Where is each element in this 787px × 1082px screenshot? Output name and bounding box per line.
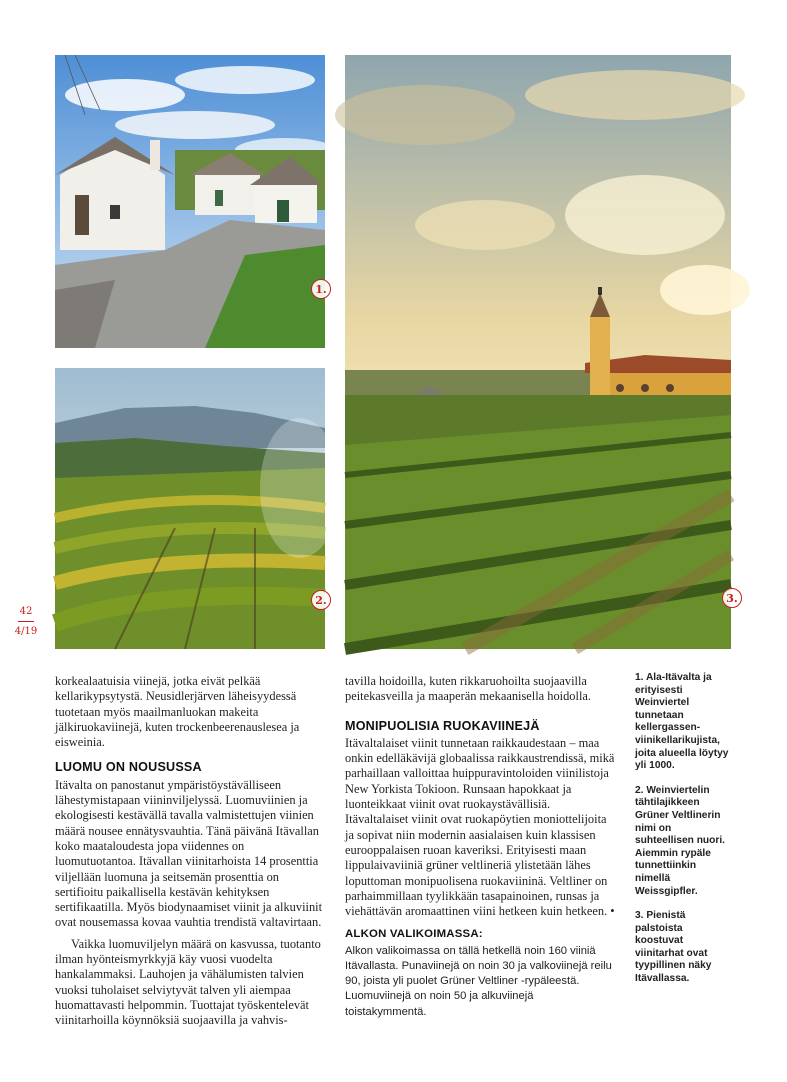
column2-paragraph-1: Itävaltalaiset viinit tunnetaan raikkaudestaan – maa onkin edelläkävijä globaalissa raikkaustrendissä, mikä parhaillaan valloittaa huippuravintoloiden viinilistoja New Yorkista Tokioon. Runsaan hapokkaat ja luonteikkaat viinit ovat ruokaystävällisiä. Itävaltalaiset viinit ovat ruokapöytien moniottelijoita ja sopivat niin modernin aasialaisen kuin klassisen eurooppalaisen ruoan kaveriksi. Erityisesti maan lippulaivaviiniä grüner veltlineriä ylistetään lähes loputtoman monipuolisena ruokaviininä. Veltliner on parhaimmillaan tyylikkään tasapainoinen, runsas ja viehättävän aromaattinen viini hetkeen kuin hetkeen. • [345, 735, 615, 919]
caption-3: 3. Pienistä palstoista koostuvat viinitarhat ovat tyypillinen näky Itävallassa. [635, 910, 712, 985]
page-number: 42 [19, 606, 33, 617]
photo-badge-3: 3. [722, 588, 742, 608]
heading-alko: ALKON VALIKOIMASSA: [345, 928, 483, 941]
photo-vineyard-rows [55, 368, 325, 649]
column1-intro: korkealaatuisia viinejä, jotka eivät pelkää kellarikypsytystä. Neusidlerjärven läheisyydessä tuotetaan myös maailmanluokan makeita jälkiruokaviinejä, kuten trockenbeerenauslesea ja eisweinia. [55, 674, 300, 750]
photo-captions [635, 672, 732, 998]
column2-intro: tavilla hoidoilla, kuten rikkaruohoilta suojaavilla peitekasveilla ja maaperän mekaanisella hoidolla. [345, 674, 591, 704]
column1-paragraph-1: Itävalta on panostanut ympäristöystävälliseen lähestymistapaan viininviljelyssä. Luomuviinien ja ekologisesti kestävällä tavalla valmistettujen viinien määrä nousee ennätysvauhtia. Tänä päivänä Itävallan koko maataloudesta jopa viidennes on luomutuotantoa. Itävallan viinitarhoista 14 prosenttia viljellään luomuna ja seitsemän prosenttia on sertifioitu paikallisella kestävän kehityksen sertifikaatilla. Myös biodynaamiset viinit ja alkuviinit ovat nousemassa kovaa vauhtia trendistä valtavirtaan. [55, 777, 323, 930]
page-number-divider [18, 621, 34, 622]
caption-2: 2. Weinviertelin tähtilajikkeen Grüner Veltlinerin nimi on suhteellisen nuori. Aiemmin rypäle tunnettiinkin nimellä Weissgipfler. [635, 784, 726, 897]
caption-1: 1. Ala-Itävalta ja erityisesti Weinviertel tunnetaan kellergassen-viinikellarikujista, joita alueella löytyy yli 1000. [635, 672, 729, 772]
photo-badge-1: 1. [311, 279, 331, 299]
photo-church-vineyard [345, 55, 738, 649]
photo-village-street [55, 55, 325, 348]
alko-info-text: Alkon valikoimassa on tällä hetkellä noin 160 viiniä Itävallasta. Punaviinejä on noin 30 ja valkoviinejä reilu 90, joista yli puolet Grüner Veltliner -rypäleestä. Luomuviinejä on noin 50 ja alkuviinejä toistakymmentä. [345, 944, 612, 1018]
column1-paragraph-2: Vaikka luomuviljelyn määrä on kasvussa, tuotanto ilman hyönteismyrkkyjä käy vuosi vuodelta hankalammaksi. Lauhojen ja vähälumisten talvien vuoksi tuholaiset selviytyvät talven yli aiempaa huomattavasti helpommin. Tuottajat työskentelevät viinitarhoilla köynnöksiä suojaavilla ja vahvis- [55, 936, 321, 1028]
text-column-1 [55, 674, 325, 1029]
heading-ruokaviinit: MONIPUOLISIA RUOKAVIINEJÄ [345, 718, 540, 733]
heading-luomu: LUOMU ON NOUSUSSA [55, 760, 202, 775]
photo-badge-2: 2. [311, 590, 331, 610]
issue-number: 4/19 [14, 626, 38, 637]
text-column-2 [345, 674, 615, 1020]
